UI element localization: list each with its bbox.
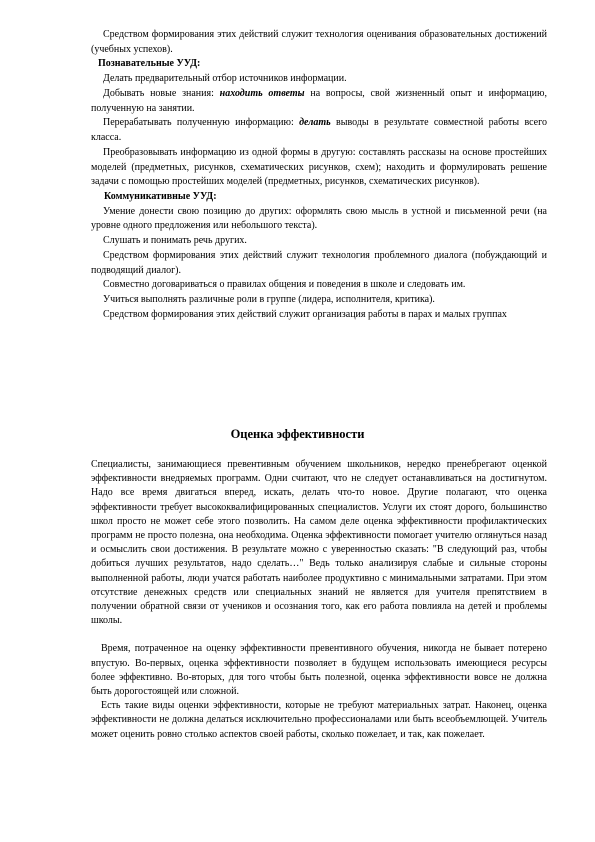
paragraph: Есть такие виды оценки эффективности, которые не требуют материальных затрат. Наконец, оценка эффективности не должна делаться исключительно профессионалами или быть всеобъемлющей. Учитель может оценить ровно столько аспектов своей работы, сколько пожелает, и так, как пожелает. [91, 700, 547, 740]
heading-communicative: Коммуникативные УУД: [104, 191, 217, 203]
paragraph: Совместно договариваться о правилах общения и поведения в школе и следовать им. [103, 279, 466, 291]
text-run: Добывать новые знания: [103, 87, 220, 99]
emphasis-text: находить ответы [219, 87, 305, 99]
paragraph: Делать предварительный отбор источников информации. [103, 73, 347, 85]
learning-actions-section [91, 28, 547, 323]
text-run: на вопросы, свой жизненный опыт и информацию, полученную на занятии. [91, 87, 547, 114]
paragraph: Средством формирования этих действий служит организация работы в парах и малых группах [103, 309, 507, 321]
paragraph: Слушать и понимать речь других. [103, 235, 247, 247]
paragraph: Средством формирования этих действий служит технология проблемного диалога (побуждающий и подводящий диалог). [91, 249, 547, 276]
paragraph: Время, потраченное на оценку эффективности превентивного обучения, никогда не бывает потерено впустую. Во-первых, оценка эффективности позволяет в будущем использовать имеющиеся ресурсы более эффективно. Во-вторых, для того чтобы быть полезной, оценка эффективности вовсе не должна быть дорогостоящей или сложной. [91, 643, 547, 698]
paragraph: Умение донести свою позицию до других: оформлять свою мысль в устной и письменной речи (на уровне одного предложения или небольшого текста). [91, 205, 547, 232]
section-title: Оценка эффективности [230, 427, 365, 441]
effectiveness-section [91, 458, 547, 742]
paragraph [91, 87, 547, 116]
paragraph [91, 116, 547, 145]
paragraph: Учиться выполнять различные роли в группе (лидера, исполнителя, критика). [103, 294, 435, 306]
text-run: выводы в результате совместной работы всего класса. [91, 117, 547, 144]
heading-cognitive: Познавательные УУД: [98, 58, 201, 70]
emphasis-text: делать [299, 117, 331, 129]
paragraph: Средством формирования этих действий служит технология оценивания образовательных достижений (учебных успехов). [91, 29, 547, 55]
text-run: Перерабатывать полученную информацию: [103, 117, 300, 129]
paragraph: Специалисты, занимающиеся превентивным обучением школьников, нередко пренебрегают оценкой эффективности внедряемых программ. Одни считают, что не следует останавливаться на достигнутом. Надо все время двигаться вперед, искать, делать что-то новое. Другие полагают, что оценка эффективности требует высококвалифицированных специалистов. Услуги их стоят дорого, большинство школ просто не может себе этого позволить. На самом деле оценка эффективности профилактических программ не просто полезна, она необходима. Оценка эффективности помогает учителю оглянуться назад и осмыслить свои достижения. В результате можно с уверенностью сказать: "В следующий раз, чтобы добиться лучших результатов, надо сделать…" Ведь только анализируя слабые и сильные стороны выполненной работы, люди учатся работать наиболее продуктивно с минимальными затратами. При этом отсутствие денежных средств или специальных знаний не является для учителя препятствием в получении обратной связи от учеников и осознания того, как его работа повлияла на детей и проблемы школы. [91, 459, 547, 627]
paragraph: Преобразовывать информацию из одной формы в другую: составлять рассказы на основе простейших моделей (предметных, рисунков, схематических рисунков, схем); находить и формулировать решение задачи с помощью простейших моделей (предметных, рисунков, схематических рисунков). [91, 146, 547, 188]
